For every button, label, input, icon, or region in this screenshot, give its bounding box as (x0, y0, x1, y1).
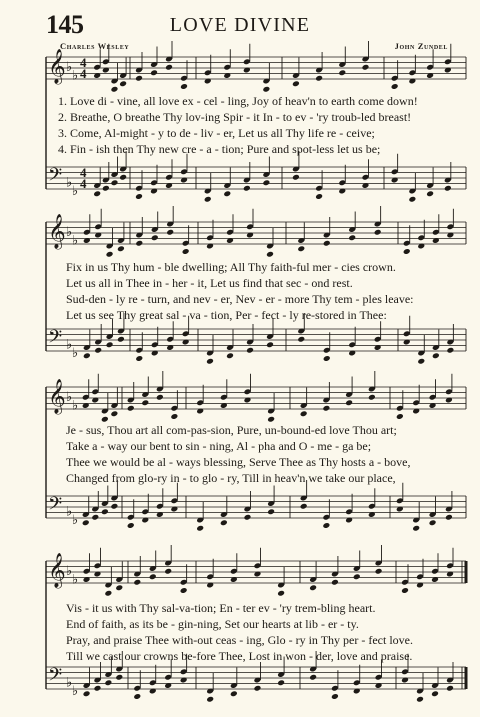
note-head (206, 696, 214, 703)
note-head (104, 590, 112, 597)
flat-sign: ♭ (72, 683, 79, 699)
note-head (133, 579, 141, 586)
note-head (204, 196, 212, 203)
note-head (254, 685, 262, 692)
lyric-line: Vis - it us with Thy sal-va-tion; En - ter ev - 'ry trem-bling heart. (66, 601, 376, 615)
note-head (374, 229, 382, 236)
note-head (368, 394, 376, 401)
note-head (431, 690, 439, 697)
treble-clef-icon: 𝄞 (48, 553, 66, 588)
note-head (262, 179, 270, 186)
hymn-number: 145 (46, 10, 84, 39)
note-head (135, 240, 143, 247)
time-signature: 4 (80, 66, 87, 81)
note-head (412, 525, 420, 532)
note-head (277, 679, 285, 686)
lyric-line: Let us see Thy great sal - va - tion, Per - fect - ly re-stored in Thee: (66, 308, 387, 322)
note-head (396, 413, 404, 420)
note-head (196, 525, 204, 532)
flat-sign: ♭ (66, 225, 73, 240)
note-head (111, 86, 119, 93)
note-head (83, 690, 91, 697)
note-head (353, 573, 361, 580)
note-head (151, 234, 159, 241)
note-head (267, 508, 275, 515)
note-head (403, 248, 411, 255)
note-head (133, 693, 141, 700)
words-credit: Charles Wesley (60, 41, 130, 51)
lyric-line: Take a - way our bent to sin - ning, Al - pha and O - me - ga be; (66, 439, 372, 453)
note-head (82, 519, 90, 526)
note-head (101, 416, 109, 423)
note-head (94, 685, 102, 692)
note-head (315, 193, 323, 200)
note-head (362, 64, 370, 71)
flat-sign: ♭ (66, 504, 73, 520)
flat-sign: ♭ (72, 68, 79, 84)
flat-sign: ♭ (72, 183, 79, 199)
flat-sign: ♭ (66, 564, 73, 579)
note-head (297, 245, 305, 252)
note-head (417, 358, 425, 365)
time-signature: 4 (80, 55, 87, 70)
note-head (166, 229, 174, 236)
treble-clef-icon: 𝄞 (48, 49, 66, 84)
lyric-line: 2. Breathe, O breathe Thy lov-ing Spir - it In - to ev - 'ry troub-led breast! (58, 110, 412, 124)
note-head (150, 69, 158, 76)
note-head (135, 355, 143, 362)
note-head (164, 568, 172, 575)
note-head (141, 399, 149, 406)
note-head (111, 179, 119, 186)
bass-clef-icon: 𝄢 (48, 165, 63, 190)
note-head (391, 83, 399, 90)
note-head (117, 245, 125, 252)
note-head (94, 347, 102, 354)
note-head (110, 503, 118, 510)
lyric-line: Till we cast our crowns be-fore Thee, Lost in won - der, love and praise. (66, 649, 413, 663)
note-head (267, 416, 275, 423)
note-head (292, 80, 300, 87)
note-head (127, 522, 135, 529)
flat-sign: ♭ (66, 175, 73, 191)
note-head (309, 584, 317, 591)
note-head (182, 248, 190, 255)
lyric-line: Je - sus, Thou art all com-pas-sion, Pure, un-bound-ed love Thou art; (66, 423, 397, 437)
flat-sign: ♭ (72, 345, 79, 361)
note-head (315, 75, 323, 82)
note-head (106, 341, 114, 348)
note-head (206, 358, 214, 365)
note-head (266, 341, 274, 348)
note-head (444, 185, 452, 192)
note-head (297, 336, 305, 343)
treble-clef-icon: 𝄞 (48, 379, 66, 414)
note-head (119, 80, 127, 87)
note-head (101, 508, 109, 515)
note-head (416, 696, 424, 703)
note-head (322, 405, 330, 412)
note-head (230, 690, 238, 697)
note-head (348, 234, 356, 241)
lyric-line: End of faith, as its be - gin-ning, Set our hearts at lib - er - ty. (66, 617, 359, 631)
note-head (220, 519, 228, 526)
note-head (446, 685, 454, 692)
note-head (401, 587, 409, 594)
note-head (104, 679, 112, 686)
lyric-line: 1. Love di - vine, all love ex - cel - ling, Joy of heav'n to earth come down! (58, 94, 418, 108)
note-head (115, 674, 123, 681)
note-head (445, 514, 453, 521)
note-head (180, 83, 188, 90)
note-head (115, 584, 123, 591)
note-head (262, 86, 270, 93)
bass-clef-icon: 𝄢 (48, 327, 63, 352)
note-head (323, 240, 331, 247)
lyric-line: 3. Come, Al-might - y to de - liv - er, Let us all Thy life re - ceive; (58, 126, 375, 140)
note-head (432, 352, 440, 359)
note-head (110, 410, 118, 417)
flat-sign: ♭ (72, 398, 79, 414)
note-head (135, 193, 143, 200)
note-head (292, 174, 300, 181)
note-head (127, 405, 135, 412)
music-credit: John Zundel (394, 41, 448, 51)
bass-clef-icon: 𝄢 (48, 665, 63, 690)
note-head (331, 579, 339, 586)
flat-sign: ♭ (66, 337, 73, 353)
note-head (244, 514, 252, 521)
note-head (322, 522, 330, 529)
treble-clef-icon: 𝄞 (48, 214, 66, 249)
lyric-line: Changed from glo-ry in - to glo - ry, Till in heav'n we take our place, (66, 471, 396, 485)
note-head (243, 185, 251, 192)
note-head (83, 352, 91, 359)
note-head (426, 190, 434, 197)
lyric-line: Pray, and praise Thee with-out ceas - ing, Glo - ry in Thy per - fect love. (66, 633, 414, 647)
lyric-line: Thee we would be al - ways blessing, Serve Thee as Thy hosts a - bove, (66, 455, 411, 469)
note-head (277, 590, 285, 597)
lyric-line: Fix in us Thy hum - ble dwelling; All Thy faith-ful mer - cies crown. (66, 260, 396, 274)
note-head (93, 190, 101, 197)
time-signature: 4 (80, 176, 87, 191)
note-head (91, 514, 99, 521)
lyric-line: Sud-den - ly re - turn, and nev - er, Nev - er - more Thy tem - ples leave: (66, 292, 414, 306)
note-head (246, 347, 254, 354)
flat-sign: ♭ (72, 572, 79, 588)
note-head (170, 413, 178, 420)
note-head (223, 190, 231, 197)
note-head (156, 394, 164, 401)
lyric-line: 4. Fin - ish then Thy new cre - a - tion; Pure and spot-less let us be; (58, 142, 381, 156)
note-head (375, 568, 383, 575)
note-head (266, 251, 274, 258)
flat-sign: ♭ (72, 233, 79, 249)
note-head (345, 399, 353, 406)
time-signature: 4 (80, 165, 87, 180)
hymn-title: LOVE DIVINE (169, 14, 311, 36)
note-head (117, 336, 125, 343)
note-head (408, 196, 416, 203)
note-head (338, 69, 346, 76)
note-head (106, 251, 114, 258)
note-head (446, 347, 454, 354)
note-head (331, 693, 339, 700)
note-head (180, 587, 188, 594)
flat-sign: ♭ (72, 512, 79, 528)
note-head (300, 410, 308, 417)
note-head (102, 185, 110, 192)
note-head (119, 174, 127, 181)
flat-sign: ♭ (66, 675, 73, 691)
note-head (300, 503, 308, 510)
note-head (309, 674, 317, 681)
note-head (165, 64, 173, 71)
note-head (135, 75, 143, 82)
note-head (226, 352, 234, 359)
note-head (323, 355, 331, 362)
note-head (149, 573, 157, 580)
bass-clef-icon: 𝄢 (48, 494, 63, 519)
flat-sign: ♭ (66, 390, 73, 405)
note-head (429, 519, 437, 526)
lyric-line: Let us all in Thee in - her - it, Let us find that sec - ond rest. (66, 276, 353, 290)
flat-sign: ♭ (66, 60, 73, 75)
